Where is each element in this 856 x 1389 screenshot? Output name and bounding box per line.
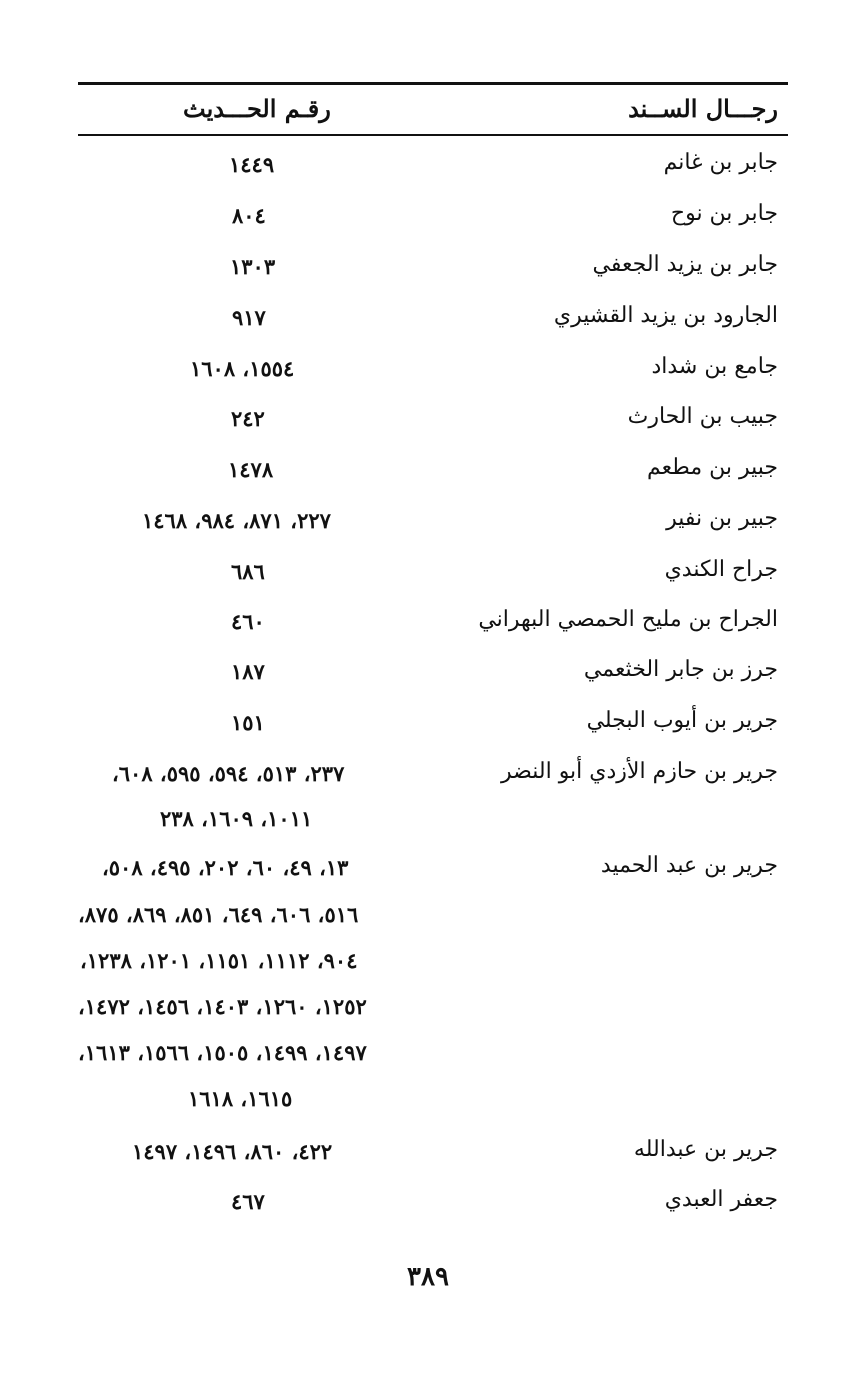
index-row xyxy=(78,653,788,697)
index-row xyxy=(78,1034,788,1078)
hadith-numbers: ١٠١١، ١٦٠٩، ٢٣٨ xyxy=(160,806,313,831)
hadith-numbers: ١٣٠٣ xyxy=(230,254,276,279)
narrator-name: جابر بن يزيد الجعفي xyxy=(592,252,778,277)
hadith-numbers: ٩٠٤، ١١١٢، ١١٥١، ١٢٠١، ١٢٣٨، xyxy=(80,948,358,973)
hadith-numbers: ١٣، ٤٩، ٦٠، ٢٠٢، ٤٩٥، ٥٠٨، xyxy=(102,855,349,880)
narrator-name: جبير بن نفير xyxy=(666,506,778,531)
hadith-numbers: ٢٢٧، ٨٧١، ٩٨٤، ١٤٦٨ xyxy=(142,508,331,533)
narrator-name: جرير بن حازم الأزدي أبو النضر xyxy=(501,759,778,784)
hadith-numbers: ١٤٩٧، ١٤٩٩، ١٥٠٥، ١٥٦٦، ١٦١٣، xyxy=(78,1040,367,1065)
table-header xyxy=(78,88,788,132)
narrator-name: الجارود بن يزيد القشيري xyxy=(553,303,778,328)
hadith-numbers: ١٤٤٩ xyxy=(229,152,275,177)
index-row xyxy=(78,849,788,893)
narrator-name: جبير بن مطعم xyxy=(647,455,778,480)
index-row xyxy=(78,896,788,940)
hadith-numbers: ١٤٧٨ xyxy=(228,457,274,482)
hadith-numbers: ٨٠٤ xyxy=(232,203,266,228)
hadith-numbers: ٤٢٢، ٨٦٠، ١٤٩٦، ١٤٩٧ xyxy=(132,1139,333,1164)
narrator-name: جرز بن جابر الخثعمي xyxy=(583,657,778,682)
hadith-numbers: ٦٨٦ xyxy=(231,559,265,584)
hadith-numbers: ٤٦٧ xyxy=(231,1189,265,1214)
index-row xyxy=(78,502,788,546)
index-row xyxy=(78,988,788,1032)
page-number: ٣٨٩ xyxy=(407,1262,449,1292)
narrator-name: جابر بن غانم xyxy=(663,150,778,175)
index-row xyxy=(78,553,788,597)
hadith-numbers: ٩١٧ xyxy=(232,305,266,330)
index-row xyxy=(78,248,788,292)
narrator-name: جابر بن نوح xyxy=(670,201,778,226)
index-row xyxy=(78,350,788,394)
index-row xyxy=(78,1080,788,1124)
narrator-name: جعفر العبدي xyxy=(664,1187,778,1212)
hadith-numbers: ٥١٦، ٦٠٦، ٦٤٩، ٨٥١، ٨٦٩، ٨٧٥، xyxy=(78,902,359,927)
narrator-name: جرير بن عبد الحميد xyxy=(600,853,778,878)
narrator-name: جامع بن شداد xyxy=(651,354,778,379)
index-row xyxy=(78,451,788,495)
index-row xyxy=(78,146,788,190)
hadith-numbers: ٢٤٢ xyxy=(231,406,265,431)
narrators-column-header: رجـــال الســند xyxy=(628,94,778,123)
narrator-name: جرير بن أيوب البجلي xyxy=(586,708,778,733)
hadith-numbers: ٢٣٧، ٥١٣، ٥٩٤، ٥٩٥، ٦٠٨، xyxy=(112,761,345,786)
index-row xyxy=(78,942,788,986)
hadith-numbers: ١٥٥٤، ١٦٠٨ xyxy=(190,356,295,381)
narrator-name: جرير بن عبدالله xyxy=(633,1137,778,1162)
header-bottom-rule xyxy=(78,134,788,136)
narrator-name: جبيب بن الحارث xyxy=(627,404,778,429)
hadith-number-column-header: رقـم الحـــديث xyxy=(183,94,331,123)
hadith-numbers: ١٢٥٢، ١٢٦٠، ١٤٠٣، ١٤٥٦، ١٤٧٢، xyxy=(78,994,367,1019)
index-row xyxy=(78,704,788,748)
index-row xyxy=(78,800,788,844)
index-row xyxy=(78,1133,788,1177)
narrator-name: جراح الكندي xyxy=(664,557,778,582)
index-row xyxy=(78,1183,788,1227)
hadith-numbers: ١٥١ xyxy=(231,710,265,735)
index-row xyxy=(78,197,788,241)
index-row xyxy=(78,299,788,343)
index-row xyxy=(78,400,788,444)
header-top-rule xyxy=(78,82,788,85)
hadith-numbers: ١٦١٥، ١٦١٨ xyxy=(188,1086,293,1111)
hadith-numbers: ١٨٧ xyxy=(231,659,265,684)
narrator-name: الجراح بن مليح الحمصي البهراني xyxy=(478,607,778,632)
index-row xyxy=(78,603,788,647)
index-row xyxy=(78,755,788,799)
hadith-numbers: ٤٦٠ xyxy=(231,609,265,634)
